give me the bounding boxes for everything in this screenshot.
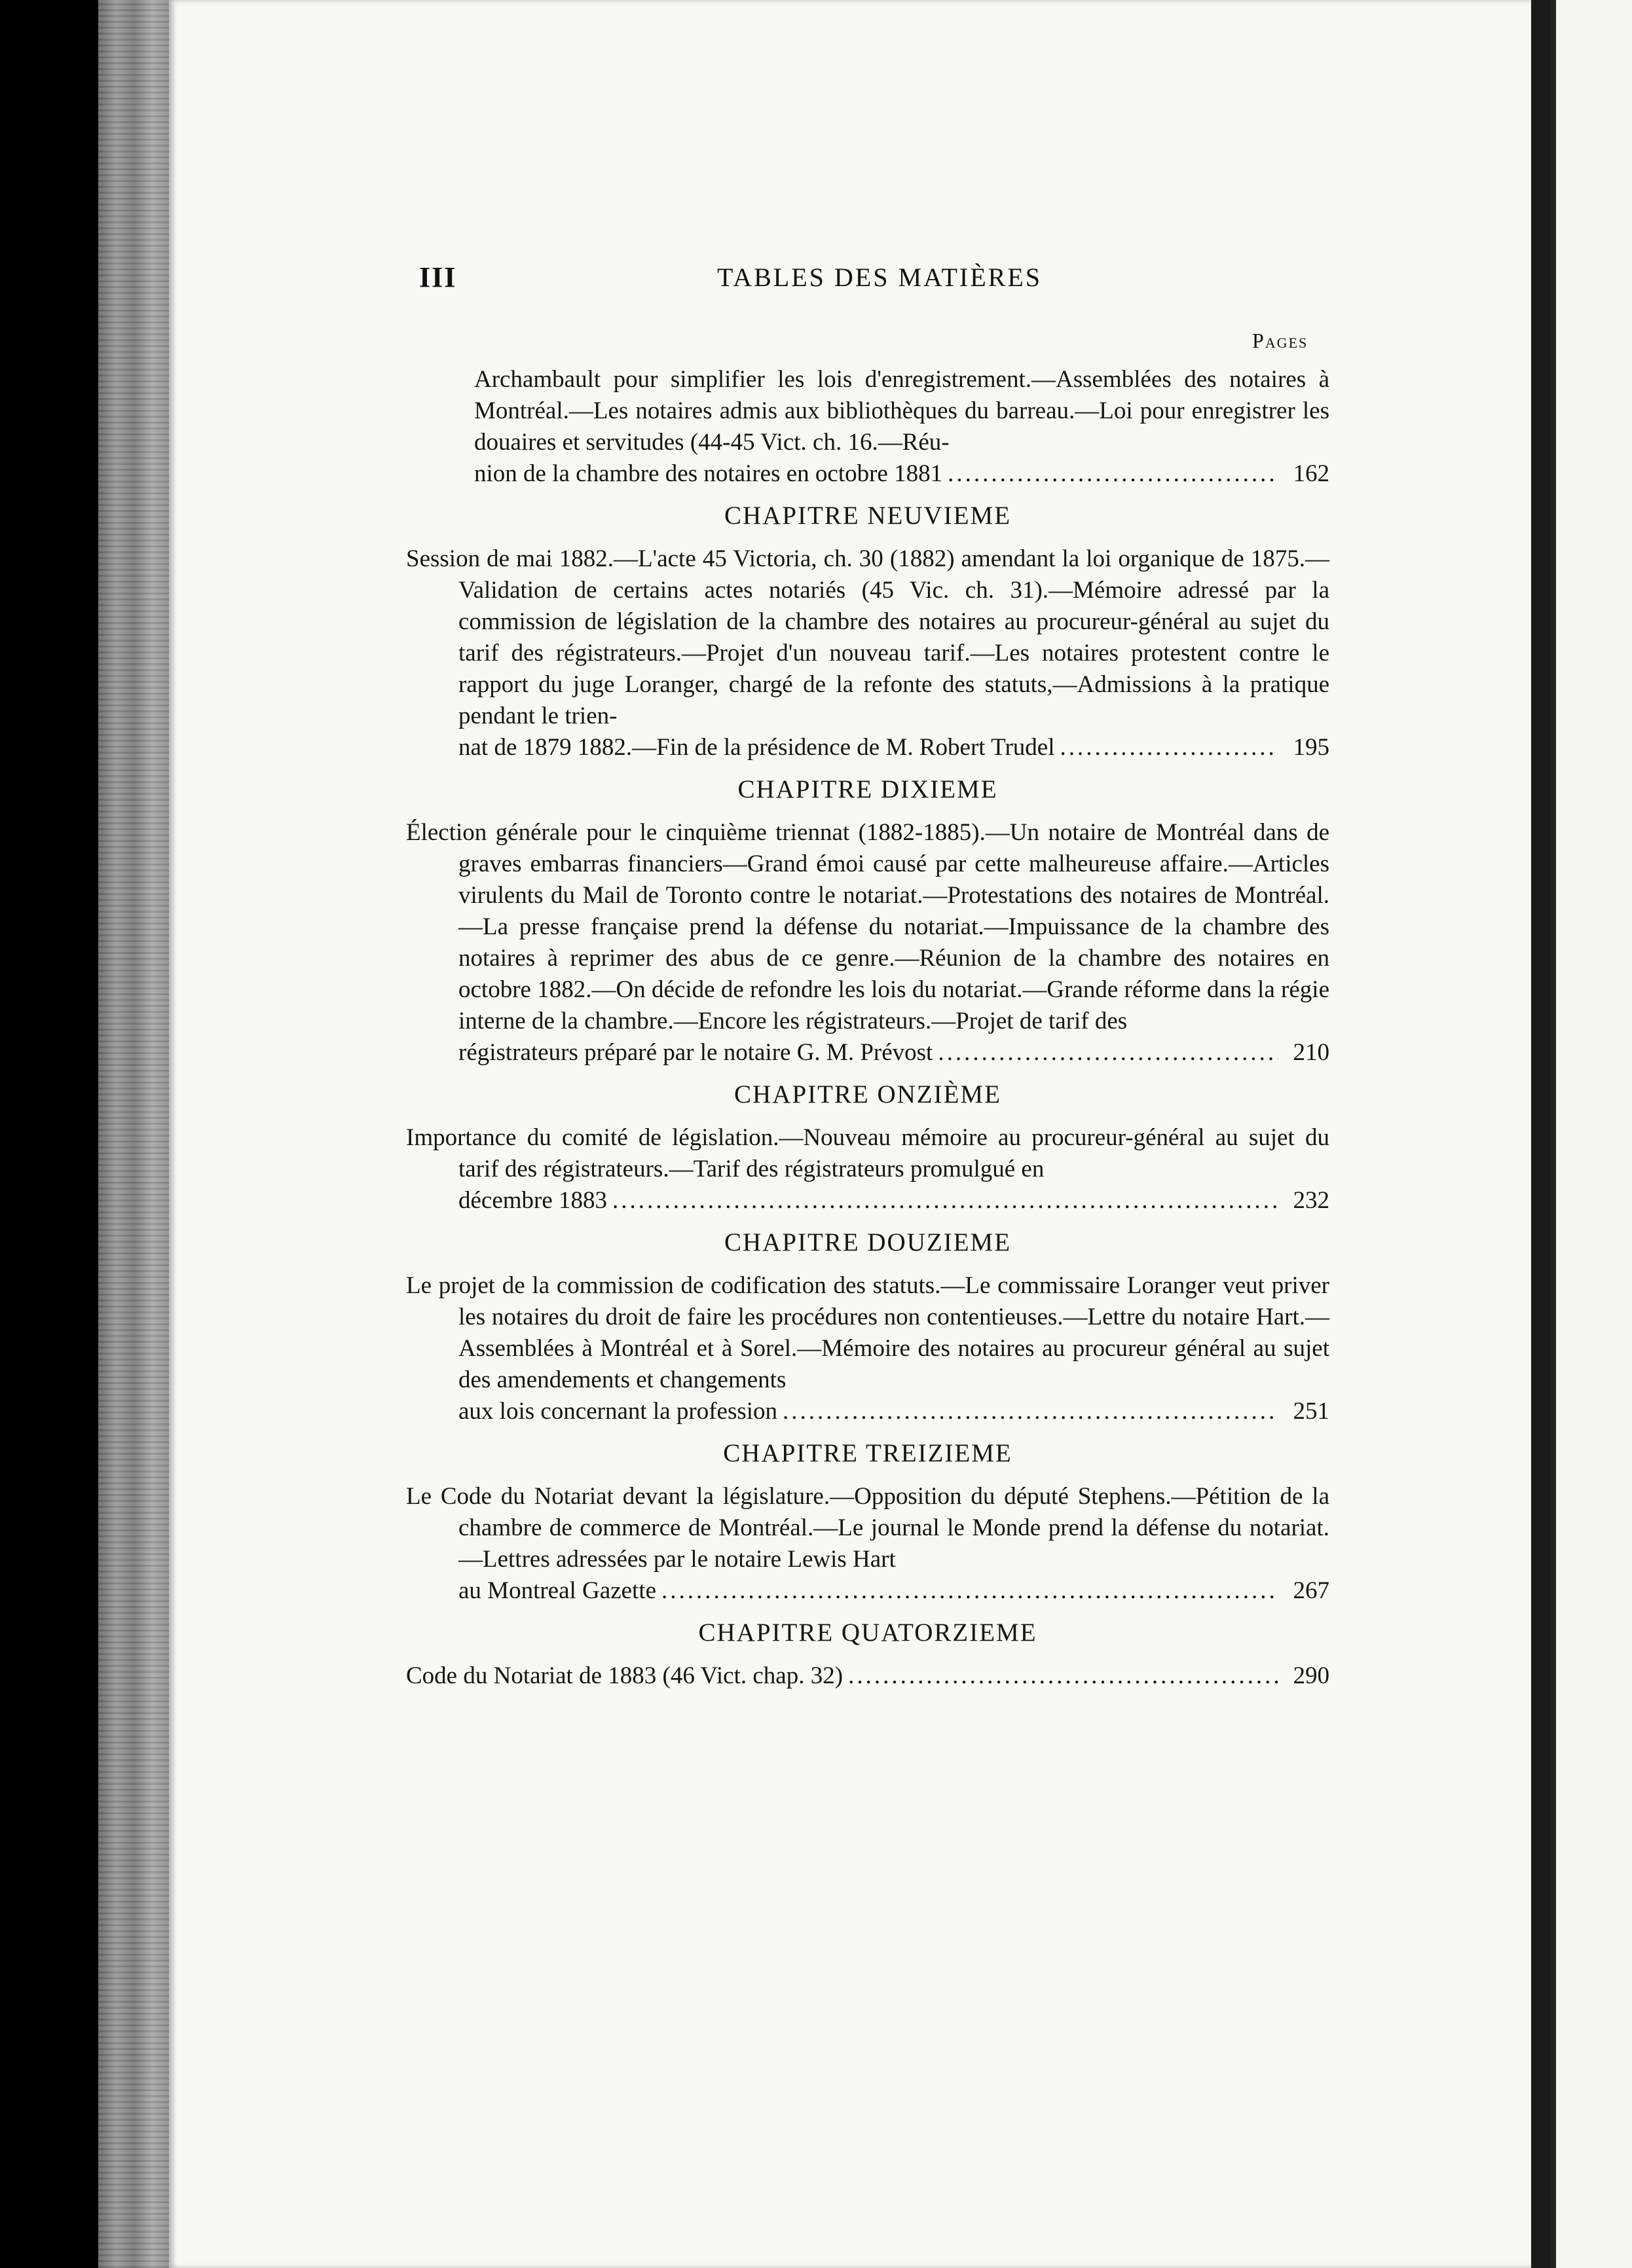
chapter-heading: CHAPITRE NEUVIEME (724, 502, 1012, 530)
page-folio: III (419, 261, 457, 293)
toc-entry-lastline (406, 1575, 1329, 1607)
leader-dots (938, 1037, 1278, 1069)
toc-entry-lastline (406, 1037, 1329, 1069)
chapter-heading: CHAPITRE DOUZIEME (724, 1228, 1012, 1256)
leader-dots (948, 458, 1278, 490)
running-head (419, 261, 1343, 300)
toc-entry-lastline (406, 458, 1329, 490)
toc-entry-tail: aux lois concernant la profession (458, 1398, 778, 1425)
book-page-edges (98, 0, 170, 2268)
chapter-heading: CHAPITRE TREIZIEME (723, 1439, 1012, 1467)
toc-entry-tail: régistrateurs préparé par le notaire G. M. Prévost (458, 1039, 933, 1066)
leader-dots (1060, 732, 1278, 763)
leader-dots (661, 1575, 1278, 1607)
toc-entry-lastline (406, 732, 1329, 763)
toc-entry-continued (406, 364, 1329, 490)
toc-entry-text: Le Code du Notariat devant la législature.—Opposition du député Stephens.—Pétition de la chambre de commerce de Montréal.—Le journal le Monde prend la défense du notariat.—Lettres adressées par le notaire Lewis Hart (406, 1483, 1329, 1573)
toc-entry-text: Élection générale pour le cinquième triennat (1882-1885).—Un notaire de Montréal dans de graves embarras financiers—Grand émoi causé par cette malheureuse affaire.—Articles virulents du Mail de Toronto contre le notariat.—Protestations des notaires de Montréal.—La presse française prend la défense du notariat.—Impuissance de la chambre des notaires à reprimer des abus de ce genre.—Réunion de la chambre des notaires en octobre 1882.—On décide de refondre les lois du notariat.—Grande réforme dans la régie interne de la chambre.—Encore les régistrateurs.—Projet de tarif des (406, 819, 1329, 1034)
running-title: TABLES DES MATIÈRES (717, 263, 1043, 292)
table-of-contents (406, 364, 1329, 1692)
toc-entry-text: Session de mai 1882.—L'acte 45 Victoria, ch. 30 (1882) amendant la loi organique de 1875.—Validation de certains actes notariés (45 Vic. ch. 31).—Mémoire adressé par la commission de législation de la chambre des notaires au procureur-général au sujet du tarif des régistrateurs.—Projet d'un nouveau tarif.—Les notaires protestent contre le rapport du juge Loranger, chargé de la refonte des statuts,—Admissions à la pratique pendant le trien- (406, 545, 1329, 729)
toc-entry-lastline (406, 1396, 1329, 1427)
toc-entry-tail: décembre 1883 (458, 1187, 608, 1214)
toc-entry (406, 1270, 1329, 1427)
toc-page-number: 251 (1293, 1398, 1329, 1425)
leader-dots (612, 1185, 1278, 1216)
leader-dots (783, 1396, 1278, 1427)
leader-dots (848, 1660, 1278, 1692)
gutter-shadow (1531, 0, 1551, 2268)
toc-page-number: 267 (1293, 1577, 1329, 1604)
toc-page-number: 195 (1293, 734, 1329, 761)
toc-page-number: 232 (1293, 1187, 1329, 1214)
toc-entry (406, 1481, 1329, 1607)
chapter-heading: CHAPITRE QUATORZIEME (698, 1619, 1037, 1647)
toc-entry-tail: nion de la chambre des notaires en octobre 1881 (474, 460, 943, 487)
toc-entry (406, 1660, 1329, 1692)
toc-entry (406, 543, 1329, 763)
toc-entry-lastline (406, 1185, 1329, 1216)
toc-page-number: 290 (1293, 1662, 1329, 1689)
facing-page-edge (1551, 0, 1632, 2268)
toc-entry-tail: Code du Notariat de 1883 (46 Vict. chap. 32) (406, 1662, 844, 1689)
pages-column-label: Pages (1252, 329, 1308, 352)
toc-page-number: 162 (1293, 460, 1329, 487)
toc-entry-text: Archambault pour simplifier les lois d'enregistrement.—Assemblées des notaires à Montréal.—Les notaires admis aux bibliothèques du barreau.—Loi pour enregistrer les douaires et servitudes (44-45 Vict. ch. 16.—Réu- (474, 366, 1329, 456)
toc-entry (406, 1122, 1329, 1216)
toc-entry (406, 817, 1329, 1069)
chapter-heading: CHAPITRE ONZIÈME (734, 1080, 1001, 1108)
toc-entry-tail: au Montreal Gazette (458, 1577, 657, 1604)
toc-entry-lastline (406, 1660, 1329, 1692)
toc-entry-tail: nat de 1879 1882.—Fin de la présidence de M. Robert Trudel (458, 734, 1055, 761)
toc-entry-text: Le projet de la commission de codification des statuts.—Le commissaire Loranger veut priver les notaires du droit de faire les procédures non contentieuses.—Lettre du notaire Hart.—Assemblées à Montréal et à Sorel.—Mémoire des notaires au procureur général au sujet des amendements et changements (406, 1272, 1329, 1393)
chapter-heading: CHAPITRE DIXIEME (737, 775, 998, 803)
toc-page-number: 210 (1293, 1039, 1329, 1066)
toc-entry-text: Importance du comité de législation.—Nouveau mémoire au procureur-général au sujet du tarif des régistrateurs.—Tarif des régistrateurs promulgué en (406, 1124, 1329, 1182)
